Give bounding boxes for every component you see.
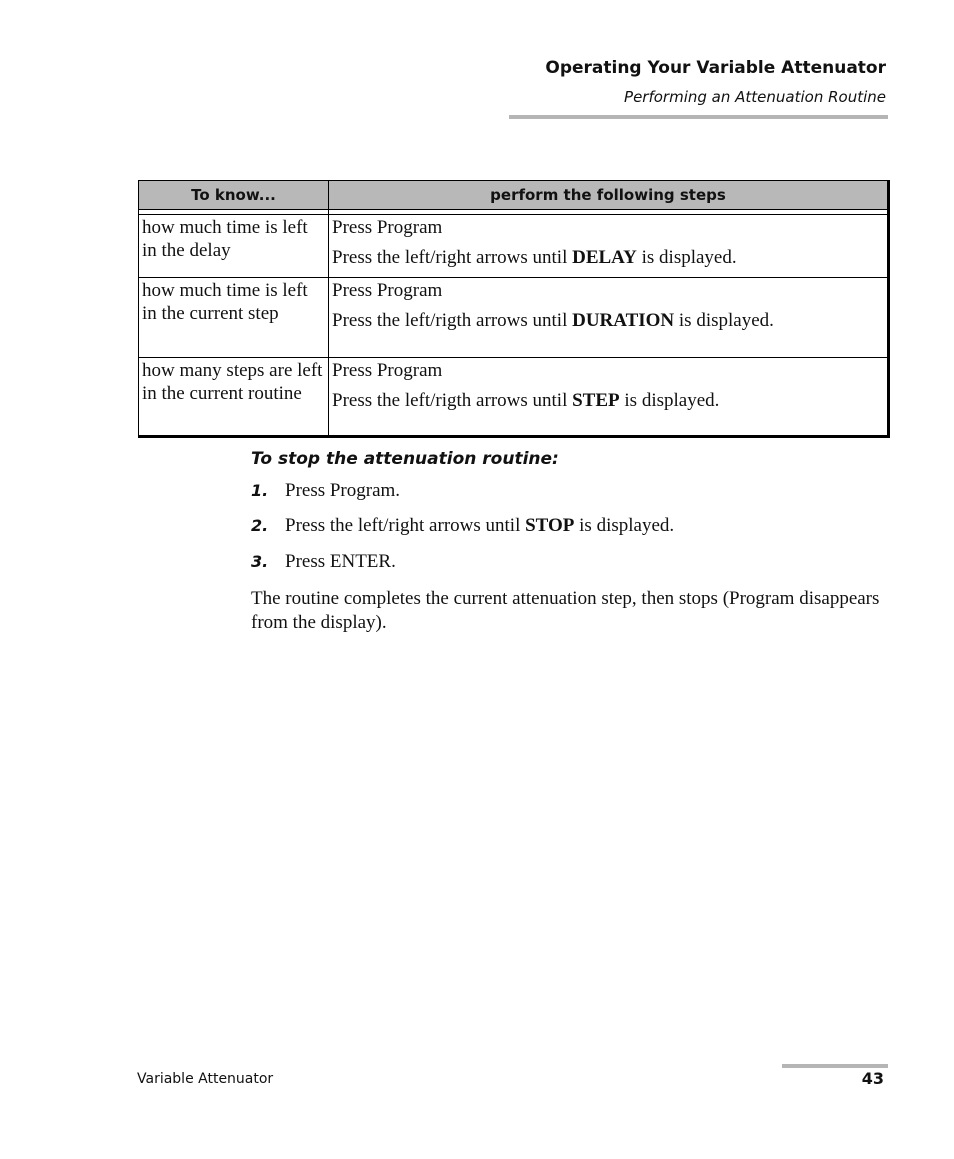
step-text: Press the left/rigth arrows until DURATION is displayed.	[332, 310, 774, 331]
procedure-step	[251, 551, 396, 573]
question-cell: how much time is left in the current step	[139, 278, 329, 358]
table-row	[139, 215, 889, 278]
steps-cell	[329, 278, 889, 358]
step-text: Press the left/right arrows until STOP is displayed.	[285, 515, 675, 536]
step-text: Press Program	[332, 280, 443, 301]
table-header-row	[139, 181, 889, 210]
step-number: 1.	[251, 481, 269, 500]
step-text: Press Program	[332, 360, 443, 381]
keyword: DURATION	[572, 310, 675, 331]
info-table	[138, 180, 890, 438]
column-header: perform the following steps	[329, 181, 889, 210]
step-text: Press Program.	[285, 480, 401, 501]
step-number: 3.	[251, 552, 269, 571]
footer-divider	[782, 1064, 888, 1068]
chapter-title: Operating Your Variable Attenuator	[545, 58, 886, 78]
question-cell: how much time is left in the delay	[139, 215, 329, 278]
step-text: Press ENTER.	[285, 551, 396, 572]
section-title: Performing an Attenuation Routine	[624, 88, 886, 106]
steps-cell	[329, 215, 889, 278]
step-text: Press the left/right arrows until DELAY is displayed.	[332, 247, 737, 268]
procedure-note: The routine completes the current attenuation step, then stops (Program disappears from the display).	[251, 588, 880, 633]
page-number: 43	[861, 1069, 884, 1088]
step-number: 2.	[251, 516, 269, 535]
procedure-step	[251, 515, 674, 537]
keyword: STOP	[525, 515, 575, 536]
keyword: DELAY	[572, 247, 637, 268]
manual-name: Variable Attenuator	[137, 1071, 274, 1087]
step-text: Press Program	[332, 217, 443, 238]
table-row	[139, 358, 889, 437]
column-header: To know...	[139, 181, 329, 210]
table-row	[139, 278, 889, 358]
procedure-step	[251, 480, 400, 502]
header-divider	[509, 115, 888, 119]
steps-cell	[329, 358, 889, 437]
keyword: STEP	[572, 390, 620, 411]
step-text: Press the left/rigth arrows until STEP is displayed.	[332, 390, 720, 411]
question-cell: how many steps are left in the current routine	[139, 358, 329, 437]
procedure-title: To stop the attenuation routine:	[251, 449, 559, 469]
